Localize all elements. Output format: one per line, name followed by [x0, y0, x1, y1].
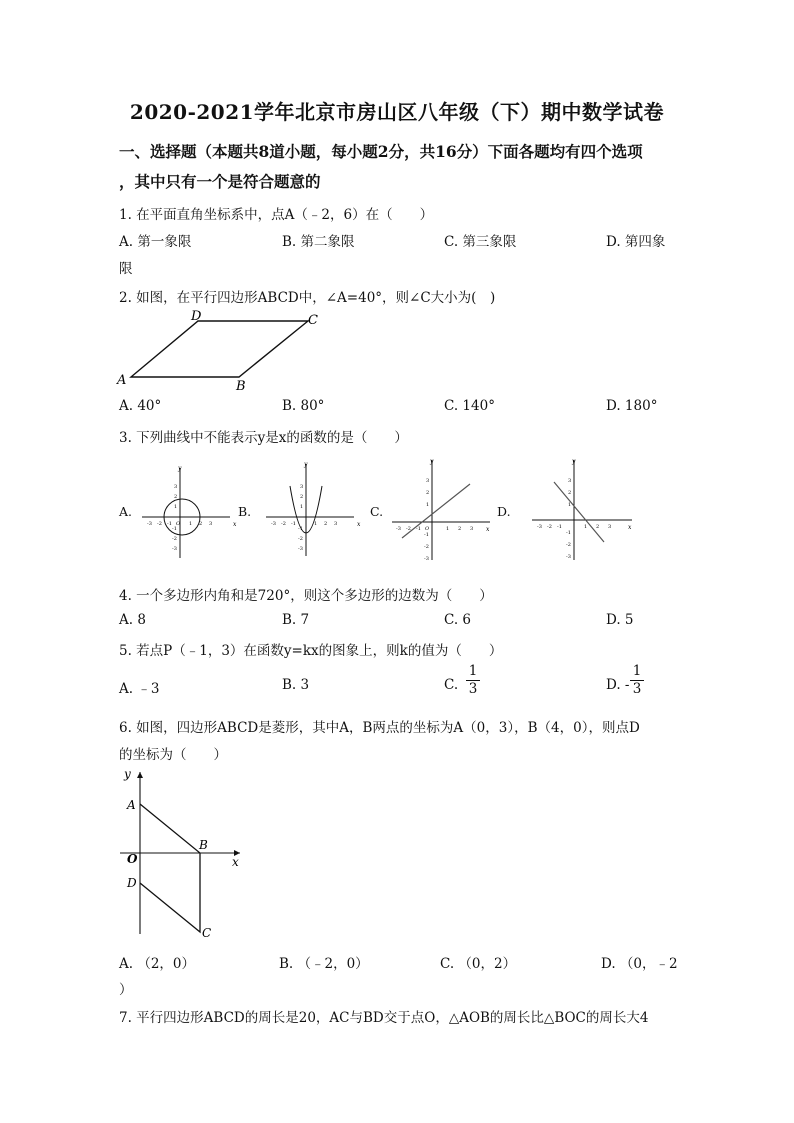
svg-text:2: 2 — [568, 490, 572, 496]
svg-text:1: 1 — [446, 526, 450, 532]
svg-text:-2: -2 — [547, 524, 552, 530]
svg-text:-2: -2 — [566, 542, 571, 548]
question-3-stem: 3. 下列曲线中不能表示y是x的函数的是（ ） — [119, 430, 408, 446]
q5-option-c: C. — [444, 677, 459, 693]
svg-text:y: y — [430, 458, 434, 465]
svg-text:1: 1 — [189, 521, 193, 527]
fraction-denominator: 3 — [632, 681, 642, 697]
svg-text:x: x — [486, 526, 490, 533]
axis-x-label: x — [232, 855, 239, 869]
svg-text:-1: -1 — [424, 532, 429, 538]
page-title: 2020-2021学年北京市房山区八年级（下）期中数学试卷 — [129, 100, 665, 124]
svg-text:2: 2 — [458, 526, 462, 532]
graph-a-circle — [138, 462, 238, 562]
parallelogram-figure — [115, 304, 330, 392]
label-d: D — [191, 309, 202, 324]
svg-text:2: 2 — [174, 494, 178, 500]
svg-text:y: y — [572, 458, 576, 465]
svg-text:x: x — [357, 521, 361, 528]
q2-option-d: D. 180° — [606, 398, 658, 414]
question-5-stem: 5. 若点P（﹣1，3）在函数y=kx的图象上，则k的值为（ ） — [119, 643, 503, 659]
svg-text:-1: -1 — [167, 521, 172, 527]
svg-text:O: O — [425, 526, 430, 532]
svg-text:1: 1 — [300, 504, 304, 510]
svg-text:-2: -2 — [157, 521, 162, 527]
svg-text:-1: -1 — [172, 526, 177, 532]
graph-c-rising-line — [388, 456, 498, 564]
q1-option-d: D. 第四象 — [606, 234, 666, 250]
q2-option-a: A. 40° — [119, 398, 162, 414]
svg-text:x: x — [628, 524, 632, 531]
svg-text:3: 3 — [300, 484, 304, 490]
svg-text:x: x — [233, 521, 237, 528]
svg-text:-3: -3 — [424, 556, 429, 562]
svg-text:-1: -1 — [557, 524, 562, 530]
svg-text:3: 3 — [426, 478, 430, 484]
svg-text:-1: -1 — [298, 526, 303, 532]
graph-b-label: B. — [238, 504, 252, 519]
fraction-denominator: 3 — [468, 681, 478, 697]
q1-option-a: A. 第一象限 — [119, 234, 192, 250]
question-1-stem: 1. 在平面直角坐标系中，点A（﹣2，6）在（ ） — [119, 207, 434, 223]
svg-text:3: 3 — [209, 521, 213, 527]
question-7-stem: 7. 平行四边形ABCD的周长是20，AC与BD交于点O，△AOB的周长比△BOC的周长大4 — [119, 1010, 649, 1026]
svg-text:-3: -3 — [396, 526, 401, 532]
q6-option-b: B. （﹣2，0） — [279, 956, 369, 972]
q1-option-c: C. 第三象限 — [444, 234, 517, 250]
section-heading-line1: 一、选择题（本题共8道小题，每小题2分，共16分）下面各题均有四个选项 — [119, 142, 643, 161]
q6-option-c: C. （0，2） — [440, 956, 517, 972]
q4-option-c: C. 6 — [444, 612, 472, 628]
q5-option-d: D. - — [606, 677, 630, 693]
svg-text:-3: -3 — [298, 546, 303, 552]
q2-option-c: C. 140° — [444, 398, 495, 414]
question-4-stem: 4. 一个多边形内角和是720°，则这个多边形的边数为（ ） — [119, 588, 493, 604]
svg-text:1: 1 — [568, 502, 572, 508]
q4-option-a: A. 8 — [119, 612, 146, 628]
point-c-label: C — [202, 926, 212, 940]
svg-text:-2: -2 — [406, 526, 411, 532]
label-b: B — [236, 379, 246, 392]
svg-text:-3: -3 — [172, 546, 177, 552]
svg-text:3: 3 — [334, 521, 338, 527]
svg-text:-3: -3 — [147, 521, 152, 527]
q5-option-d-fraction — [630, 664, 644, 697]
svg-text:-2: -2 — [172, 536, 177, 542]
svg-text:-3: -3 — [537, 524, 542, 530]
graph-a-label: A. — [119, 504, 133, 519]
svg-text:-1: -1 — [416, 526, 421, 532]
svg-text:y: y — [304, 461, 308, 468]
point-a-label: A — [127, 798, 136, 812]
q4-option-d: D. 5 — [606, 612, 634, 628]
svg-text:-1: -1 — [566, 530, 571, 536]
q1-option-d-wrap: 限 — [119, 261, 133, 277]
svg-text:2: 2 — [596, 524, 600, 530]
graph-d-falling-line — [528, 456, 640, 564]
rhombus-coordinate-figure — [115, 764, 250, 942]
origin-label: O — [127, 852, 138, 866]
label-a: A — [117, 373, 127, 388]
svg-text:1: 1 — [426, 502, 430, 508]
svg-text:O: O — [176, 521, 181, 527]
graph-c-label: C. — [370, 504, 384, 519]
question-2-stem: 2. 如图，在平行四边形ABCD中，∠A=40°，则∠C大小为( ) — [119, 290, 496, 306]
q5-option-b: B. 3 — [282, 677, 310, 693]
svg-text:-3: -3 — [271, 521, 276, 527]
graph-d-label: D. — [497, 504, 511, 519]
q1-option-b: B. 第二象限 — [282, 234, 355, 250]
svg-text:1: 1 — [314, 521, 318, 527]
q6-option-d: D. （0，﹣2 — [601, 956, 678, 972]
fraction-numerator: 1 — [468, 663, 478, 679]
svg-text:3: 3 — [174, 484, 178, 490]
label-c: C — [308, 313, 318, 328]
q5-option-a: A. ﹣3 — [119, 681, 160, 697]
svg-text:-2: -2 — [424, 544, 429, 550]
svg-text:y: y — [178, 465, 182, 472]
svg-text:-3: -3 — [566, 554, 571, 560]
point-b-label: B — [199, 838, 208, 852]
svg-text:3: 3 — [568, 478, 572, 484]
point-d-label: D — [127, 876, 137, 890]
svg-text:1: 1 — [174, 504, 178, 510]
question-6-stem: 6. 如图，四边形ABCD是菱形，其中A，B两点的坐标为A（0，3），B（4，0），则点D — [119, 720, 640, 736]
svg-text:-1: -1 — [291, 521, 296, 527]
svg-text:-2: -2 — [281, 521, 286, 527]
q5-option-c-fraction — [466, 664, 480, 697]
svg-text:2: 2 — [426, 490, 430, 496]
q6-option-a: A. （2，0） — [119, 956, 196, 972]
svg-text:-2: -2 — [298, 536, 303, 542]
svg-text:1: 1 — [584, 524, 588, 530]
svg-text:2: 2 — [324, 521, 328, 527]
question-6-stem-wrap: 的坐标为（ ） — [119, 747, 227, 763]
q2-option-b: B. 80° — [282, 398, 325, 414]
q6-option-d-wrap: ） — [119, 982, 133, 998]
fraction-numerator: 1 — [632, 663, 642, 679]
svg-text:3: 3 — [470, 526, 474, 532]
svg-text:2: 2 — [199, 521, 203, 527]
svg-text:3: 3 — [608, 524, 612, 530]
q4-option-b: B. 7 — [282, 612, 310, 628]
svg-text:2: 2 — [300, 494, 304, 500]
graph-b-parabola — [262, 460, 362, 560]
axis-y-label: y — [124, 767, 131, 781]
section-heading-line2: ，其中只有一个是符合题意的 — [119, 172, 321, 191]
